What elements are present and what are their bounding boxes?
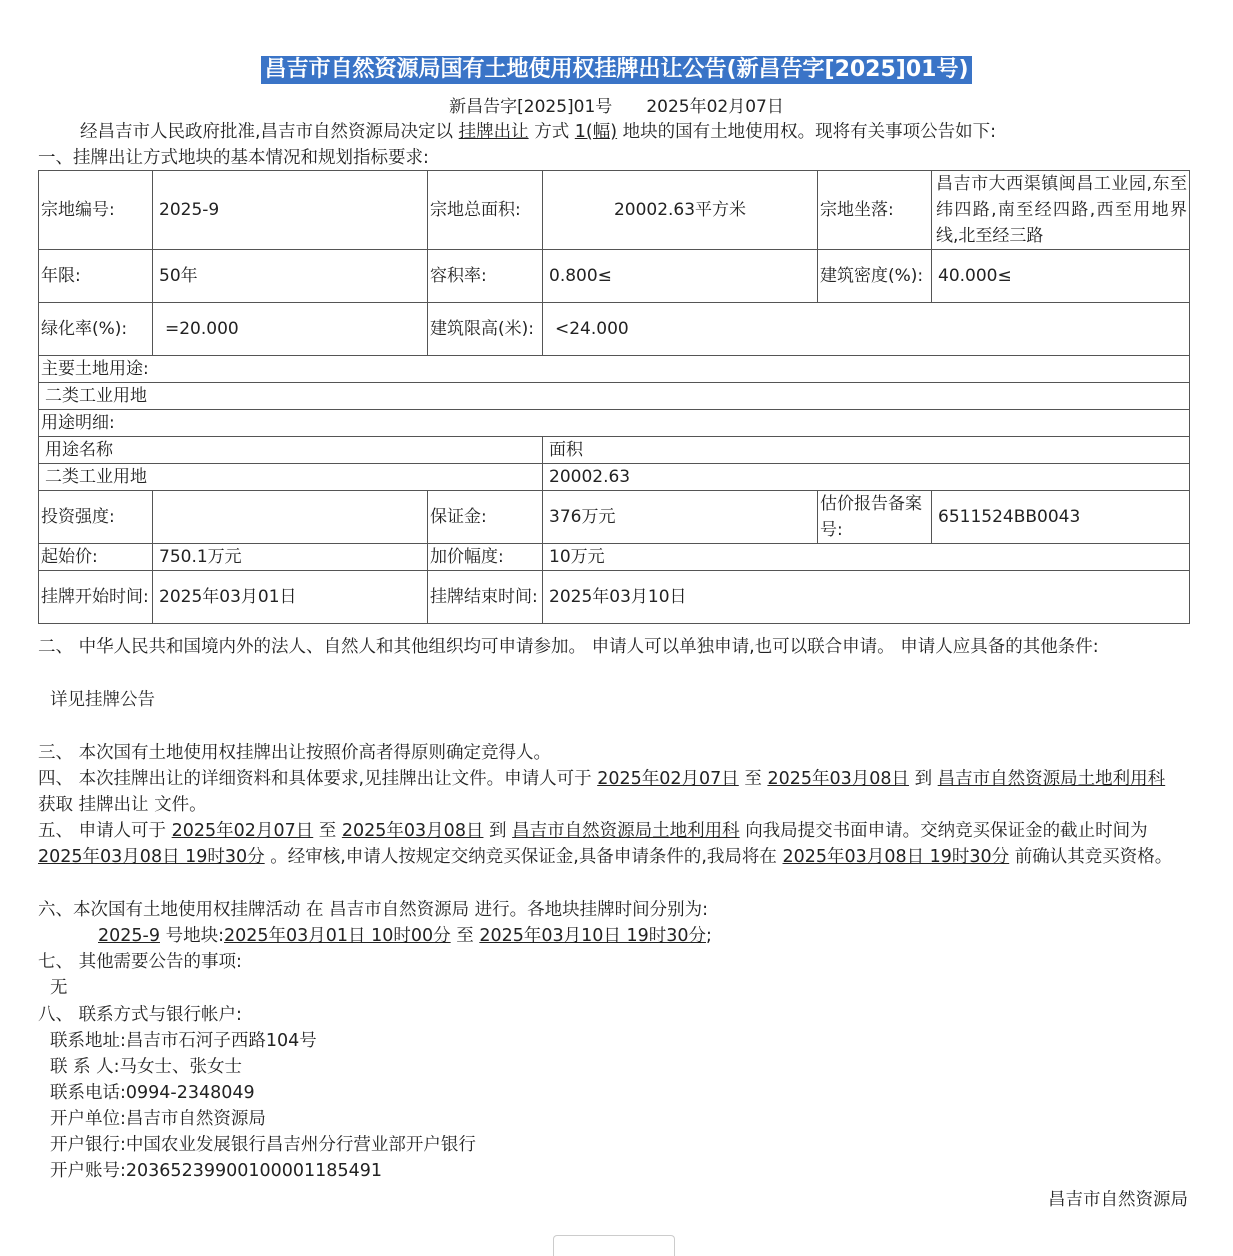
start-price-label: 起始价: xyxy=(39,544,153,571)
height-label: 建筑限高(米): xyxy=(428,303,543,356)
density-label: 建筑密度(%): xyxy=(818,250,932,303)
term-label: 年限: xyxy=(39,250,153,303)
invest-label: 投资强度: xyxy=(39,491,153,544)
sec6-parcel-suffix: 号地块: xyxy=(165,926,224,946)
section6-schedule xyxy=(98,923,712,949)
sec6-parcel: 2025-9 xyxy=(98,926,160,946)
intro-pre: 经昌吉市人民政府批准,昌吉市自然资源局决定以 xyxy=(80,122,454,142)
table-row xyxy=(39,491,1190,544)
sec5-to-word: 至 xyxy=(318,821,337,841)
table-row xyxy=(39,464,1190,491)
sec4-at-word: 到 xyxy=(914,769,933,789)
start-price-value: 750.1万元 xyxy=(153,544,428,571)
use-name: 二类工业用地 xyxy=(39,464,543,491)
bottom-edge-box xyxy=(553,1235,675,1256)
area-value: 20002.63平方米 xyxy=(543,171,818,250)
sec4-to-word: 至 xyxy=(744,769,762,789)
table-row xyxy=(39,571,1190,624)
table-row xyxy=(39,356,1190,383)
green-label: 绿化率(%): xyxy=(39,303,153,356)
sec4-to: 2025年03月08日 xyxy=(767,769,910,789)
section7-content: 无 xyxy=(50,978,68,998)
sec5-post: 前确认其竞买资格。 xyxy=(1014,847,1173,867)
increment-value: 10万元 xyxy=(543,544,1190,571)
parcel-no: 2025-9 xyxy=(153,171,428,250)
account-unit: 开户单位:昌吉市自然资源局 xyxy=(50,1109,266,1129)
use-name-header: 用途名称 xyxy=(39,437,543,464)
contact-person: 联 系 人:马女士、张女士 xyxy=(50,1057,243,1077)
start-time-value: 2025年03月01日 xyxy=(153,571,428,624)
sec6-end-suffix: ; xyxy=(705,926,712,946)
sec5-pre: 五、 申请人可于 xyxy=(38,821,167,841)
sec5-to: 2025年03月08日 xyxy=(341,821,484,841)
intro-method: 挂牌出让 xyxy=(458,122,529,142)
use-area-header: 面积 xyxy=(543,437,1190,464)
sec4-place: 昌吉市自然资源局土地利用科 xyxy=(937,769,1166,789)
section5 xyxy=(38,818,1188,870)
signature: 昌吉市自然资源局 xyxy=(1048,1190,1188,1210)
location-label: 宗地坐落: xyxy=(818,171,932,250)
section8-heading: 八、 联系方式与银行帐户: xyxy=(38,1005,242,1025)
doc-date: 2025年02月07日 xyxy=(646,97,784,117)
table-row xyxy=(39,250,1190,303)
sec6-start: 2025年03月01日 10时00分 xyxy=(223,926,451,946)
section4 xyxy=(38,766,1188,818)
appraisal-value: 6511524BB0043 xyxy=(932,491,1190,544)
doc-number: 新昌告字[2025]01号 xyxy=(449,97,613,117)
location-value: 昌吉市大西渠镇闽昌工业园,东至纬四路,南至经四路,西至用地界线,北至经三路 xyxy=(932,171,1190,250)
far-value: 0.800≤ xyxy=(543,250,818,303)
end-time-value: 2025年03月10日 xyxy=(543,571,1190,624)
main-use-label: 主要土地用途: xyxy=(39,356,1190,383)
parcel-no-label: 宗地编号: xyxy=(39,171,153,250)
intro-mid: 方式 xyxy=(534,122,570,142)
account-number: 开户账号:20365239900100001185491 xyxy=(50,1161,382,1181)
appraisal-label: 估价报告备案号: xyxy=(818,491,932,544)
section3: 三、 本次国有土地使用权挂牌出让按照价高者得原则确定竞得人。 xyxy=(38,743,552,763)
intro-paragraph xyxy=(80,118,996,143)
area-label: 宗地总面积: xyxy=(428,171,543,250)
table-row xyxy=(39,437,1190,464)
section1-heading: 一、挂牌出让方式地块的基本情况和规划指标要求: xyxy=(38,148,429,168)
sec5-place: 昌吉市自然资源局土地利用科 xyxy=(512,821,740,841)
sec5-confirm: 2025年03月08日 19时30分 xyxy=(782,847,1010,867)
section7-heading: 七、 其他需要公告的事项: xyxy=(38,952,242,972)
sec6-end: 2025年03月10日 19时30分 xyxy=(479,926,706,946)
increment-label: 加价幅度: xyxy=(428,544,543,571)
sec4-from: 2025年02月07日 xyxy=(597,769,739,789)
intro-post: 地块的国有土地使用权。现将有关事项公告如下: xyxy=(622,122,997,142)
doc-meta xyxy=(0,92,1233,117)
intro-count: 1(幅) xyxy=(574,122,618,142)
page-title: 昌吉市自然资源局国有土地使用权挂牌出让公告(新昌告字[2025]01号) xyxy=(261,56,971,84)
use-area: 20002.63 xyxy=(543,464,1190,491)
deposit-label: 保证金: xyxy=(428,491,543,544)
title-area xyxy=(0,56,1233,84)
section6: 六、本次国有土地使用权挂牌活动 在 昌吉市自然资源局 进行。各地块挂牌时间分别为: xyxy=(38,900,709,920)
sec6-to-word: 至 xyxy=(456,926,474,946)
sec5-from: 2025年02月07日 xyxy=(171,821,314,841)
sec5-mid2: 。经审核,申请人按规定交纳竞买保证金,具备申请条件的,我局将在 xyxy=(270,847,777,867)
deposit-value: 376万元 xyxy=(543,491,818,544)
main-use-value: 二类工业用地 xyxy=(39,383,1190,410)
table-row xyxy=(39,303,1190,356)
height-value: <24.000 xyxy=(543,303,1190,356)
sec4-post: 获取 挂牌出让 文件。 xyxy=(38,795,207,815)
account-bank: 开户银行:中国农业发展银行昌吉州分行营业部开户银行 xyxy=(50,1135,476,1155)
table-row xyxy=(39,544,1190,571)
sec5-mid: 向我局提交书面申请。交纳竞买保证金的截止时间为 xyxy=(745,821,1148,841)
end-time-label: 挂牌结束时间: xyxy=(428,571,543,624)
sec5-deadline: 2025年03月08日 19时30分 xyxy=(38,847,265,867)
section2-detail: 详见挂牌公告 xyxy=(50,690,155,710)
section2: 二、 中华人民共和国境内外的法人、自然人和其他组织均可申请参加。 申请人可以单独申请,也可以联合申请。 申请人应具备的其他条件: xyxy=(38,637,1099,657)
contact-phone: 联系电话:0994-2348049 xyxy=(50,1083,255,1103)
table-row xyxy=(39,383,1190,410)
use-detail-label: 用途明细: xyxy=(39,410,1190,437)
density-value: 40.000≤ xyxy=(932,250,1190,303)
table-row xyxy=(39,410,1190,437)
term-value: 50年 xyxy=(153,250,428,303)
invest-value xyxy=(153,491,428,544)
parcel-info-table xyxy=(38,170,1190,624)
contact-address: 联系地址:昌吉市石河子西路104号 xyxy=(50,1031,317,1051)
green-value: =20.000 xyxy=(153,303,428,356)
table-row xyxy=(39,171,1190,250)
start-time-label: 挂牌开始时间: xyxy=(39,571,153,624)
sec4-pre: 四、 本次挂牌出让的详细资料和具体要求,见挂牌出让文件。申请人可于 xyxy=(38,769,592,789)
far-label: 容积率: xyxy=(428,250,543,303)
sec5-at-word: 到 xyxy=(489,821,507,841)
